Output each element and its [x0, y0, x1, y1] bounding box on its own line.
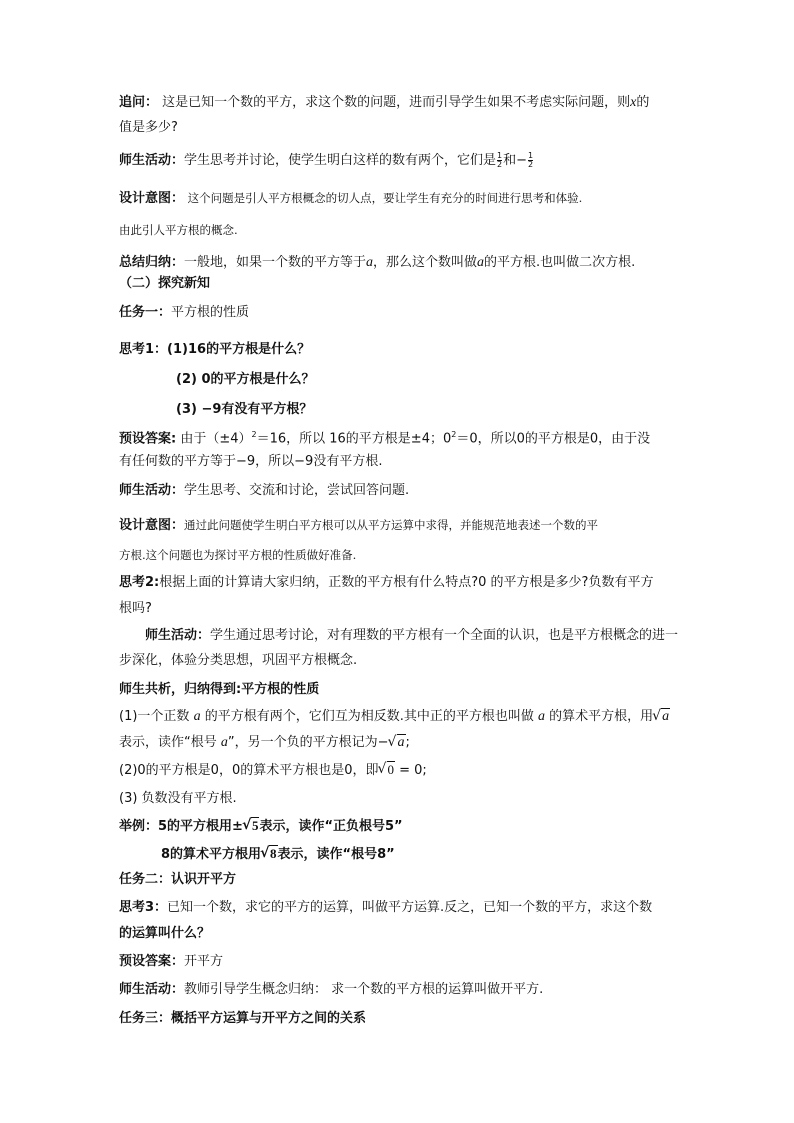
paragraph-activity-3: 师生活动：学生通过思考讨论，对有理数的平方根有一个全面的认识，也是平方根概念的进一 — [145, 628, 679, 643]
example-1: 举例：5的平方根用±√ 5表示，读作“正负根号5” — [119, 816, 403, 837]
think-3-cont: 的运算叫什么？ — [119, 926, 211, 941]
label-summary: 总结归纳： — [119, 255, 185, 270]
paragraph-followup-question: 追问： 这是已知一个数的平方，求这个数的问题，进而引导学生如果不考虑实际问题，则x的 — [119, 95, 650, 110]
paragraph-design-2-cont: 方根.这个问题也为探讨平方根的性质做好准备. — [119, 548, 357, 562]
paragraph-activity-2: 师生活动：学生思考、交流和讨论，尝试回答问题. — [119, 483, 410, 498]
task-2-heading: 任务二：认识开平方 — [119, 872, 237, 887]
think-3: 思考3：已知一个数，求它的平方的运算，叫做平方运算.反之，已知一个数的平方，求这个数 — [119, 900, 653, 915]
paragraph-activity-4: 师生活动：教师引导学生概念归纳： 求一个数的平方根的运算叫做开平方. — [119, 982, 544, 997]
section-heading-explore: （二）探究新知 — [119, 276, 211, 291]
preset-answer-1-cont: 有任何数的平方等于−9，所以−9没有平方根. — [119, 454, 383, 469]
property-2: (2)0的平方根是0，0的算术平方根也是0，即√ 0 = 0; — [119, 760, 427, 781]
property-1-cont: 表示，读作“根号 a”，另一个负的平方根记为−√ a; — [119, 733, 410, 753]
paragraph-design-2: 设计意图：通过此问题使学生明白平方根可以从平方运算中求得，并能规范地表述一个数的平 — [119, 518, 599, 533]
preset-answer-3: 预设答案：开平方 — [119, 954, 224, 969]
label-design: 设计意图： — [119, 191, 185, 206]
label-activity: 师生活动： — [119, 153, 185, 168]
property-3: (3) 负数没有平方根. — [119, 791, 237, 806]
sqrt-zero: √ 0 — [380, 760, 396, 781]
example-2: 8的算术平方根用√ 8表示，读作“根号8” — [161, 844, 395, 865]
think-1-q1: 思考1：(1)16的平方根是什么？ — [119, 342, 311, 357]
think-1-q3: (3) −9有没有平方根？ — [176, 402, 313, 417]
variable-x: x — [630, 95, 637, 110]
paragraph-design-1: 设计意图： 这个问题是引人平方根概念的切人点，要让学生有充分的时间进行思考和体验. — [119, 191, 583, 206]
paragraph-design-1-cont: 由此引人平方根的概念. — [119, 223, 238, 237]
sqrt-a: √ a — [654, 707, 670, 727]
analysis-heading: 师生共析，归纳得到:平方根的性质 — [119, 682, 320, 697]
property-1: (1)一个正数 a 的平方根有两个，它们互为相反数.其中正的平方根也叫做 a 的算术平方根，用√ a — [119, 707, 670, 727]
think-1-q2: (2) 0的平方根是什么？ — [176, 372, 315, 387]
sqrt-five: √ 5 — [244, 816, 260, 837]
paragraph-activity-1: 师生活动：学生思考并讨论，使学生明白这样的数有两个，它们是 $\frac{1}{2}$ 和− $\frac{1}{2}$ — [119, 151, 534, 169]
task-3-heading: 任务三：概括平方运算与开平方之间的关系 — [119, 1011, 367, 1026]
paragraph-summary: 总结归纳：一般地，如果一个数的平方等于a，那么这个数叫做a的平方根.也叫做二次方根. — [119, 255, 636, 270]
paragraph-followup-cont: 值是多少? — [119, 120, 178, 135]
think-2-cont: 根吗? — [119, 601, 152, 616]
sqrt-eight: √ 8 — [262, 844, 278, 865]
sqrt-a-negative: √ a — [390, 733, 406, 753]
fraction-negative-half: $\frac{1}{2}$ — [528, 151, 534, 169]
preset-answer-1: 预设答案: 由于$(\pm 4)^2=16$，所以 16的平方根是±4；$0^2=0$，所以0的平方根是0，由于没 — [119, 430, 651, 447]
paragraph-activity-3-cont: 步深化，体验分类思想，巩固平方根概念. — [119, 653, 358, 668]
task-1-heading: 任务一：平方根的性质 — [119, 305, 250, 320]
think-2: 思考2:根据上面的计算请大家归纳，正数的平方根有什么特点?0 的平方根是多少?负数有平方 — [119, 575, 654, 590]
fraction-half: $\frac{1}{2}$ — [497, 151, 503, 169]
label-followup: 追问： — [119, 95, 159, 110]
